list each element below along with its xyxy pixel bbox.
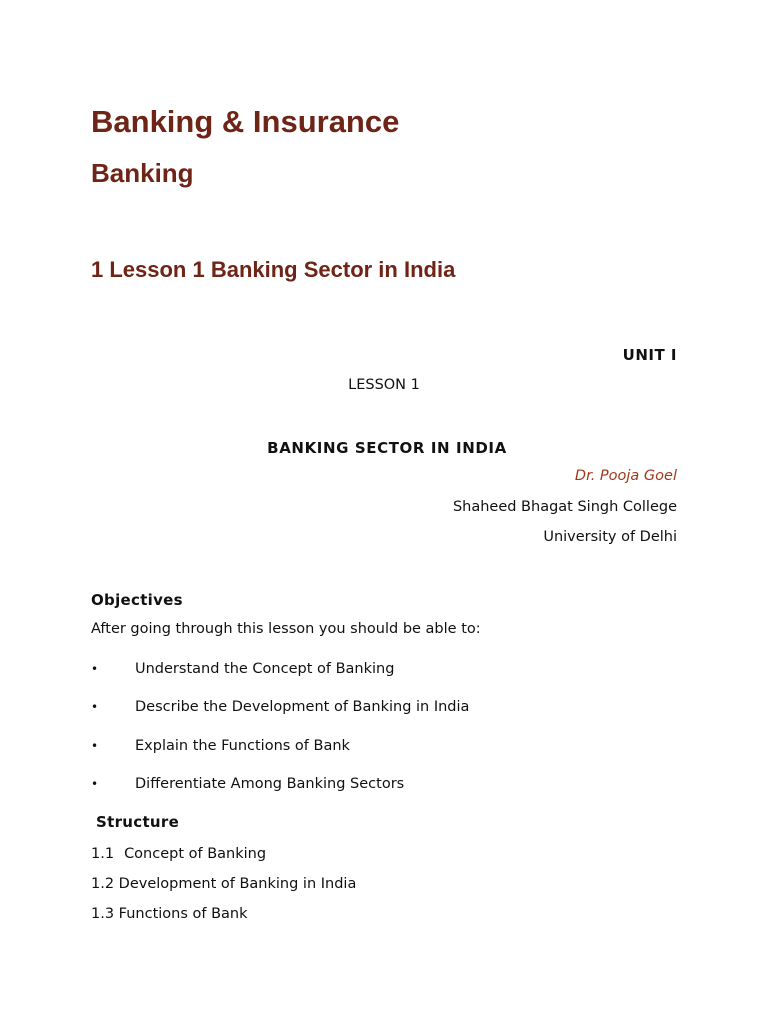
objectives-intro: After going through this lesson you should be able to:: [91, 621, 481, 637]
objective-text: Understand the Concept of Banking: [135, 661, 395, 677]
structure-list: [91, 844, 356, 934]
objective-text: Describe the Development of Banking in India: [135, 699, 470, 716]
document-subtitle: Banking: [91, 158, 194, 188]
objective-text: Explain the Functions of Bank: [135, 737, 350, 754]
list-item: [91, 844, 356, 874]
structure-label: Development of Banking in India: [118, 876, 357, 892]
list-item: [91, 874, 356, 904]
structure-number: 1.1: [91, 846, 115, 862]
structure-label: Functions of Bank: [118, 906, 248, 922]
college-name: Shaheed Bhagat Singh College: [452, 499, 677, 515]
structure-label: Concept of Banking: [124, 846, 267, 862]
university-name: University of Delhi: [543, 529, 677, 545]
unit-label: UNIT I: [622, 346, 677, 364]
bullet-icon: •: [91, 738, 99, 753]
bullet-icon: •: [91, 700, 99, 715]
author-name: Dr. Pooja Goel: [574, 468, 677, 484]
structure-heading: Structure: [96, 813, 180, 831]
lesson-label: LESSON 1: [348, 377, 420, 393]
bullet-icon: •: [91, 662, 99, 676]
structure-number: 1.2: [91, 876, 115, 892]
list-item: [91, 904, 356, 934]
bullet-icon: •: [91, 776, 99, 791]
lesson-title: BANKING SECTOR IN INDIA: [267, 439, 507, 457]
document-title: Banking & Insurance: [91, 104, 400, 139]
section-heading: 1 Lesson 1 Banking Sector in India: [91, 257, 456, 282]
objective-text: Differentiate Among Banking Sectors: [135, 775, 405, 792]
structure-number: 1.3: [91, 906, 115, 922]
objectives-heading: Objectives: [91, 591, 183, 609]
